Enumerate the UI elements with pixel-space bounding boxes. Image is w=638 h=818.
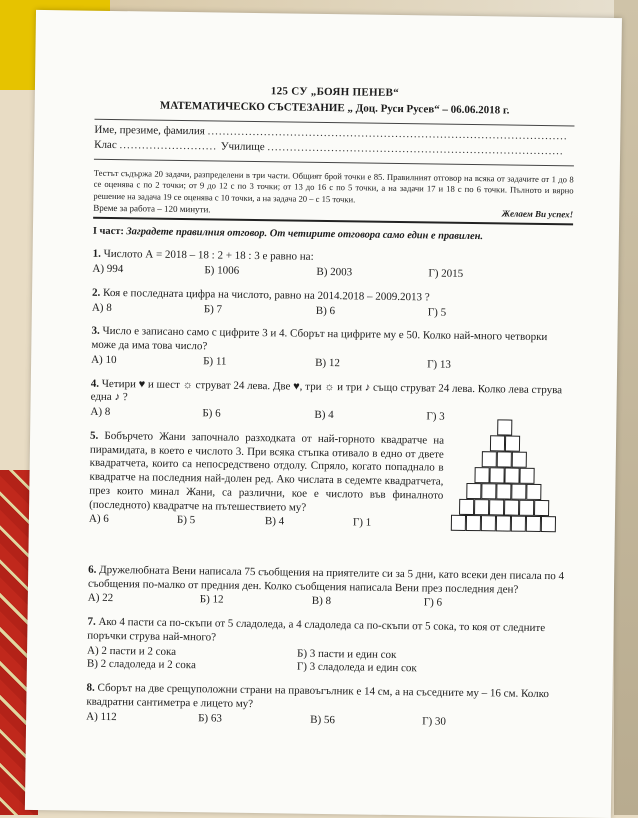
question-8 xyxy=(86,682,567,731)
question-number: 7. xyxy=(87,615,96,628)
answer-option[interactable]: Б) 3 пасти и един сок xyxy=(296,647,397,661)
answer-option[interactable]: В) 6 xyxy=(315,304,336,317)
class-dots: .......................... xyxy=(119,139,221,153)
question-3 xyxy=(91,325,572,374)
answer-option[interactable]: А) 10 xyxy=(91,353,117,366)
pyramid-cell xyxy=(496,483,511,499)
pyramid-cell xyxy=(489,499,504,515)
part1-heading xyxy=(93,225,573,245)
part1-label: I част: xyxy=(92,226,124,238)
pyramid-cell xyxy=(459,499,474,515)
answer-option[interactable]: Б) 1006 xyxy=(204,264,240,277)
pyramid-cell xyxy=(466,515,481,531)
answer-option[interactable]: В) 56 xyxy=(310,713,335,726)
answer-option[interactable]: Г) 6 xyxy=(423,596,443,609)
answer-option[interactable]: А) 22 xyxy=(87,591,114,605)
answer-option[interactable]: Б) 11 xyxy=(203,355,227,368)
question-2 xyxy=(92,287,572,322)
question-7 xyxy=(87,616,568,679)
answer-option[interactable]: Г) 3 сладоледа и един сок xyxy=(296,660,417,675)
pyramid-cell xyxy=(489,435,504,451)
time-limit: Време за работа – 120 минути. xyxy=(93,202,211,215)
divider xyxy=(94,159,574,167)
answer-row xyxy=(92,301,572,321)
pyramid-cell xyxy=(482,451,497,467)
answer-option[interactable]: Г) 1 xyxy=(352,516,372,529)
school-label: Училище xyxy=(220,140,265,154)
answer-row xyxy=(89,513,443,532)
answer-row xyxy=(91,353,571,373)
name-dots: ................................................................................................ xyxy=(207,124,568,142)
question-text: Числото А = 2018 – 18 : 2 + 18 : 3 е равно на: xyxy=(103,248,314,264)
answer-row xyxy=(86,710,566,730)
pyramid-cell xyxy=(481,515,496,531)
intro-text: Тестът съдържа 20 задачи, разпределени в три части. Общият брой точки е 85. Правилният отговор на всяка от задачите от 1 до 8 се оценява с по 2 точки; от 9 до 12 с по 3 точки; от 13 до 16 с по 5 точки, а на задачи 17 и 18 с по 6 точки. Пълното и вярно решение на задача 19 се оценява с 10 точки, а на задача 20 – с 15 точки. xyxy=(93,167,574,205)
answer-row xyxy=(92,263,572,283)
question-text: Число е записано само с цифрите 3 и 4. Сборът на цифрите му е 50. Колко най-много четворки може да има това число? xyxy=(91,325,548,353)
question-text: Сборът на две срещуположни страни на правоъгълник е 14 см, а на съседните му – 16 см. Колко квадратни сантиметра е лицето му? xyxy=(86,681,549,710)
question-number: 2. xyxy=(92,286,101,299)
pyramid-cell xyxy=(526,516,541,532)
pyramid-cell xyxy=(481,483,496,499)
answer-option[interactable]: Г) 3 xyxy=(426,410,445,423)
answer-option[interactable]: Г) 2015 xyxy=(428,267,464,280)
answer-option[interactable]: Б) 5 xyxy=(176,514,196,527)
question-1 xyxy=(92,248,572,283)
answer-option[interactable]: А) 112 xyxy=(86,710,117,723)
question-5 xyxy=(88,429,570,560)
pyramid-cell xyxy=(519,467,534,483)
question-number: 5. xyxy=(90,429,99,442)
pyramid-cell xyxy=(497,451,512,467)
school-dots: ............................................................................... xyxy=(267,141,564,158)
question-text: Бобърчето Жани започнало разходката от най-горното квадратче на пирамидата, в което е числото 3. При всяка стъпка отивало в едно от двете квадратчета, които са непосредствено отдолу. Спряло, когато попаднало в квадратче на последния най-долен ред. Ако числата в седемте квадратчета, през които минал Жани, са различни, кое е числото във финалното (последното) квадратче на пътешествието му? xyxy=(89,429,445,514)
question-number: 1. xyxy=(92,248,101,261)
answer-option[interactable]: Г) 5 xyxy=(427,305,447,319)
answer-option[interactable]: Г) 13 xyxy=(427,358,451,371)
question-6 xyxy=(88,563,569,612)
pyramid-cell xyxy=(504,467,519,483)
part1-instruction: Заградете правилния отговор. От четирите отговора само един е правилен. xyxy=(126,226,484,243)
answer-option[interactable]: А) 8 xyxy=(90,405,111,419)
pyramid-cell xyxy=(526,484,541,500)
answer-option[interactable]: Б) 7 xyxy=(203,302,223,316)
pyramid-cell xyxy=(512,451,527,467)
pyramid-cell xyxy=(504,499,519,515)
answer-option[interactable]: А) 8 xyxy=(91,301,112,314)
number-pyramid-diagram xyxy=(450,419,570,561)
pyramid-cell xyxy=(466,483,481,499)
answer-option[interactable]: В) 2 сладоледа и 2 сока xyxy=(86,657,196,672)
pyramid-cell xyxy=(519,499,534,515)
answer-option[interactable]: А) 994 xyxy=(92,262,124,276)
sheet-content xyxy=(86,83,575,731)
pyramid-cell xyxy=(474,467,489,483)
answer-option[interactable]: А) 2 пасти и 2 сока xyxy=(87,644,177,658)
pyramid-cell xyxy=(534,500,549,516)
test-sheet xyxy=(25,10,622,818)
pyramid-cell xyxy=(511,515,526,531)
answer-option[interactable]: А) 6 xyxy=(88,512,109,526)
pyramid-cell xyxy=(541,516,556,532)
pyramid-cell xyxy=(497,419,512,435)
answer-option[interactable]: В) 4 xyxy=(264,515,285,528)
pyramid-cell xyxy=(474,499,489,515)
answer-option[interactable]: Б) 63 xyxy=(198,711,222,725)
pyramid-cell xyxy=(496,515,511,531)
question-number: 4. xyxy=(90,377,100,390)
pyramid-cell xyxy=(511,483,526,499)
pyramid-cell xyxy=(451,515,466,531)
pyramid-cell xyxy=(504,435,519,451)
question-5-layout xyxy=(88,429,570,560)
question-text: Дружелюбната Вени написала 75 съобщения на приятелите си за 5 дни, като всеки ден писала по 4 съобщения по-малко от предния ден. Колко съобщения написала Вени през последния ден? xyxy=(87,563,565,596)
pyramid-cell xyxy=(489,467,504,483)
question-text: Четири ♥ и шест ☼ струват 24 лева. Две ♥, три ☼ и три ♪ също струват 24 лева. Колко лева струва една ♪ ? xyxy=(90,377,563,404)
answer-grid xyxy=(87,644,567,678)
answer-option[interactable]: В) 4 xyxy=(314,408,334,422)
school-title: 125 СУ „БОЯН ПЕНЕВ“ xyxy=(270,85,400,99)
class-label: Клас xyxy=(94,138,117,152)
answer-option[interactable]: Б) 6 xyxy=(202,407,221,420)
question-number: 3. xyxy=(91,324,100,338)
answer-option[interactable]: В) 8 xyxy=(311,595,332,608)
name-label: Име, презиме, фамилия xyxy=(94,123,206,137)
answer-option[interactable]: Г) 30 xyxy=(422,714,447,728)
question-text: Ако 4 пасти са по-скъпи от 5 сладоледа, а 4 сладоледа са по-скъпи от 5 сока, то коя от следните поръчки струва най-много? xyxy=(87,615,546,644)
answer-option[interactable]: В) 2003 xyxy=(316,265,353,279)
competition-title: МАТЕМАТИЧЕСКО СЪСТЕЗАНИЕ „ Доц. Руси Русев“ – 06.06.2018 г. xyxy=(159,99,510,117)
question-number: 6. xyxy=(88,563,97,576)
good-luck: Желаем Ви успех! xyxy=(501,208,574,220)
question-5-text-block xyxy=(88,429,444,558)
answer-option[interactable]: В) 12 xyxy=(315,356,340,369)
question-number: 8. xyxy=(86,681,95,694)
answer-option[interactable]: Б) 12 xyxy=(199,593,224,606)
question-text: Коя е последната цифра на числото, равно на 2014.2018 – 2009.2013 ? xyxy=(103,286,430,304)
